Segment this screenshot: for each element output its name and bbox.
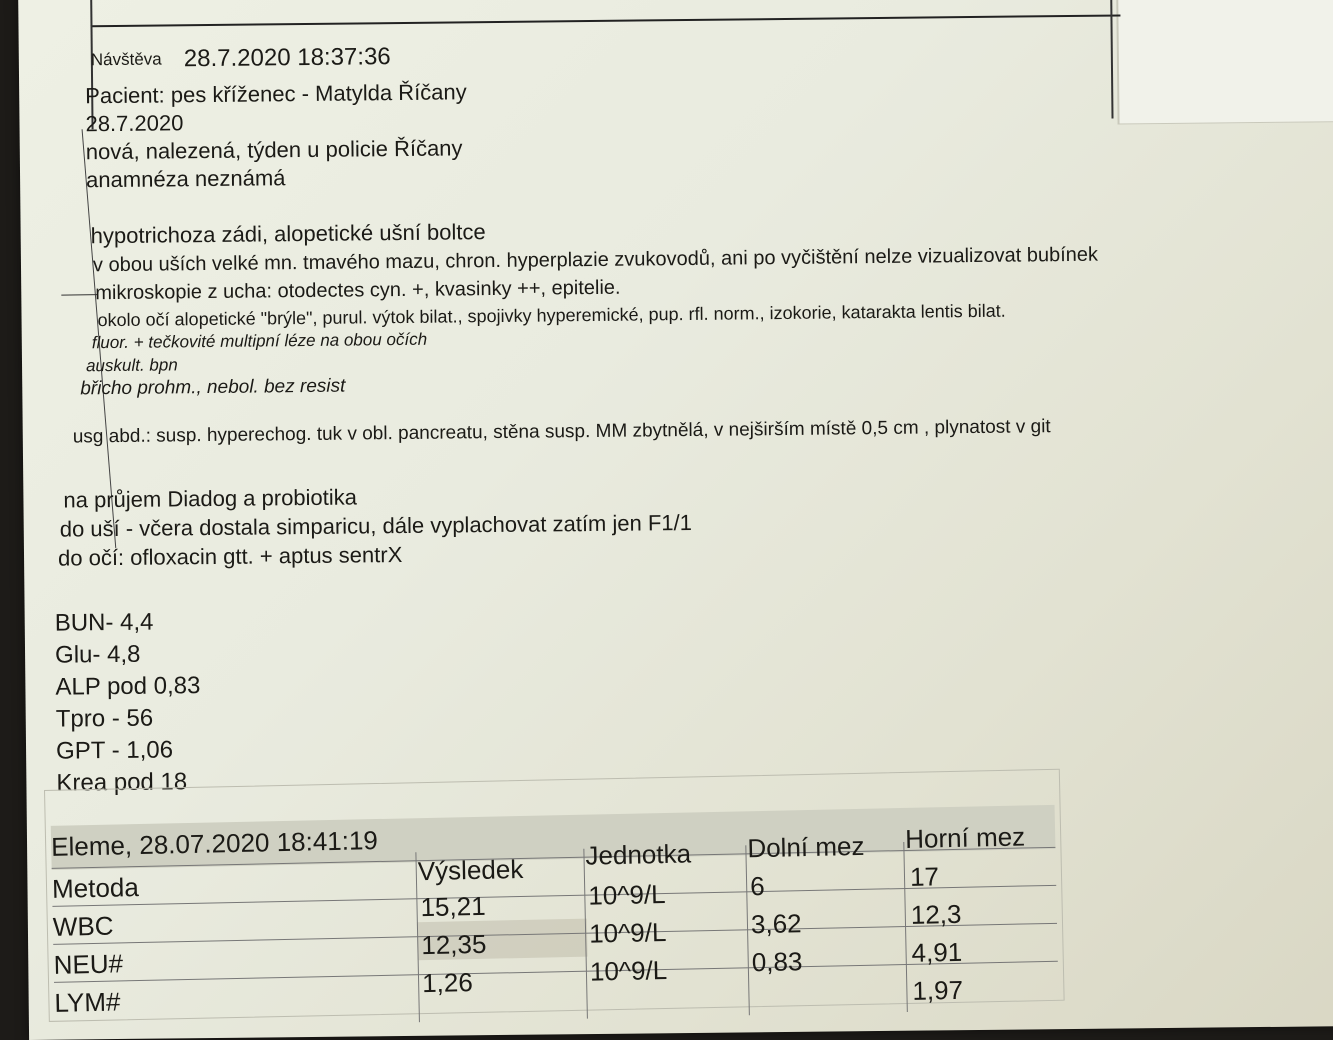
lab-alp: ALP pod 0,83 — [55, 672, 201, 701]
lab-krea: Krea pod 18 — [56, 768, 188, 797]
finding-line-3: mikroskopie z ucha: otodectes cyn. +, kvasinky ++, epitelie. — [95, 276, 621, 305]
finding-line-4: okolo očí alopetické "brýle", purul. výtok bilat., spojivky hyperemické, pup. rfl. norm., izokorie, katarakta lentis bilat. — [97, 300, 1006, 331]
therapy-line-1: na průjem Diadog a probiotika — [63, 484, 358, 513]
frame-right-line — [1110, 0, 1114, 119]
row-lym-result: 1,26 — [421, 967, 474, 999]
visit-datetime: 28.7.2020 18:37:36 — [183, 43, 391, 73]
lab-gpt: GPT - 1,06 — [55, 736, 174, 765]
lab-bun: BUN- 4,4 — [54, 608, 154, 637]
therapy-line-3: do očí: ofloxacin gtt. + aptus sentrX — [57, 542, 403, 571]
table-title: Eleme, 28.07.2020 18:41:19 — [50, 825, 379, 862]
row-neu-unit: 10^9/L — [588, 917, 667, 949]
row-wbc-result: 15,21 — [420, 890, 486, 923]
margin-tick — [61, 294, 97, 295]
record-date: 28.7.2020 — [85, 110, 184, 137]
corner-receipt — [1116, 0, 1333, 124]
header-metoda: Metoda — [51, 872, 140, 904]
patient-line: Pacient: pes kříženec - Matylda Říčany — [85, 79, 467, 109]
finding-line-6: auskult. bpn — [85, 355, 178, 376]
row-wbc-high: 17 — [909, 861, 940, 892]
row-lym-low: 0,83 — [751, 946, 803, 978]
finding-line-7: břicho prohm., nebol. bez resist — [80, 375, 346, 400]
finding-line-5: fluor. + tečkovité multipní léze na obou očích — [91, 329, 428, 353]
row-lym-unit: 10^9/L — [589, 954, 668, 987]
row-neu-low: 3,62 — [750, 908, 802, 940]
header-jednotka: Jednotka — [585, 838, 692, 871]
therapy-line-2: do uší - včera dostala simparicu, dále vyplachovat zatím jen F1/1 — [59, 509, 693, 542]
usg-line: usg abd.: susp. hyperechog. tuk v obl. pancreatu, stěna susp. MM zbytnělá, v nejširším místě 0,5 cm , plynatost v git — [72, 416, 1051, 448]
header-horni-mez: Horní mez — [904, 821, 1026, 854]
row-lym-high: 4,91 — [911, 936, 963, 968]
row-lym-method: LYM# — [54, 986, 121, 1018]
row-wbc-low: 6 — [749, 870, 765, 902]
lab-glu: Glu- 4,8 — [54, 640, 141, 669]
lab-tpro: Tpro - 56 — [55, 704, 154, 733]
row-partial-high: 1,97 — [912, 974, 964, 1006]
row-wbc-method: WBC — [52, 910, 114, 942]
frame-top-line — [90, 14, 1120, 27]
visit-label: Návštěva — [90, 49, 162, 70]
row-neu-method: NEU# — [53, 948, 124, 980]
header-dolni-mez: Dolní mez — [747, 830, 865, 864]
header-vysledek: Výsledek — [417, 853, 524, 887]
row-neu-result: 12,35 — [421, 928, 487, 961]
history-line-2: anamnéza neznámá — [85, 165, 286, 193]
finding-line-2: v obou uších velké mn. tmavého mazu, chron. hyperplazie zvukovodů, ani po vyčištění nelze vizualizovat bubínek — [92, 243, 1099, 277]
results-table — [44, 769, 1065, 1020]
row-neu-high: 12,3 — [910, 898, 962, 930]
history-line-1: nová, nalezená, týden u policie Říčany — [85, 135, 463, 165]
row-wbc-unit: 10^9/L — [588, 879, 666, 911]
finding-line-1: hypotrichoza zádi, alopetické ušní boltce — [90, 219, 486, 249]
